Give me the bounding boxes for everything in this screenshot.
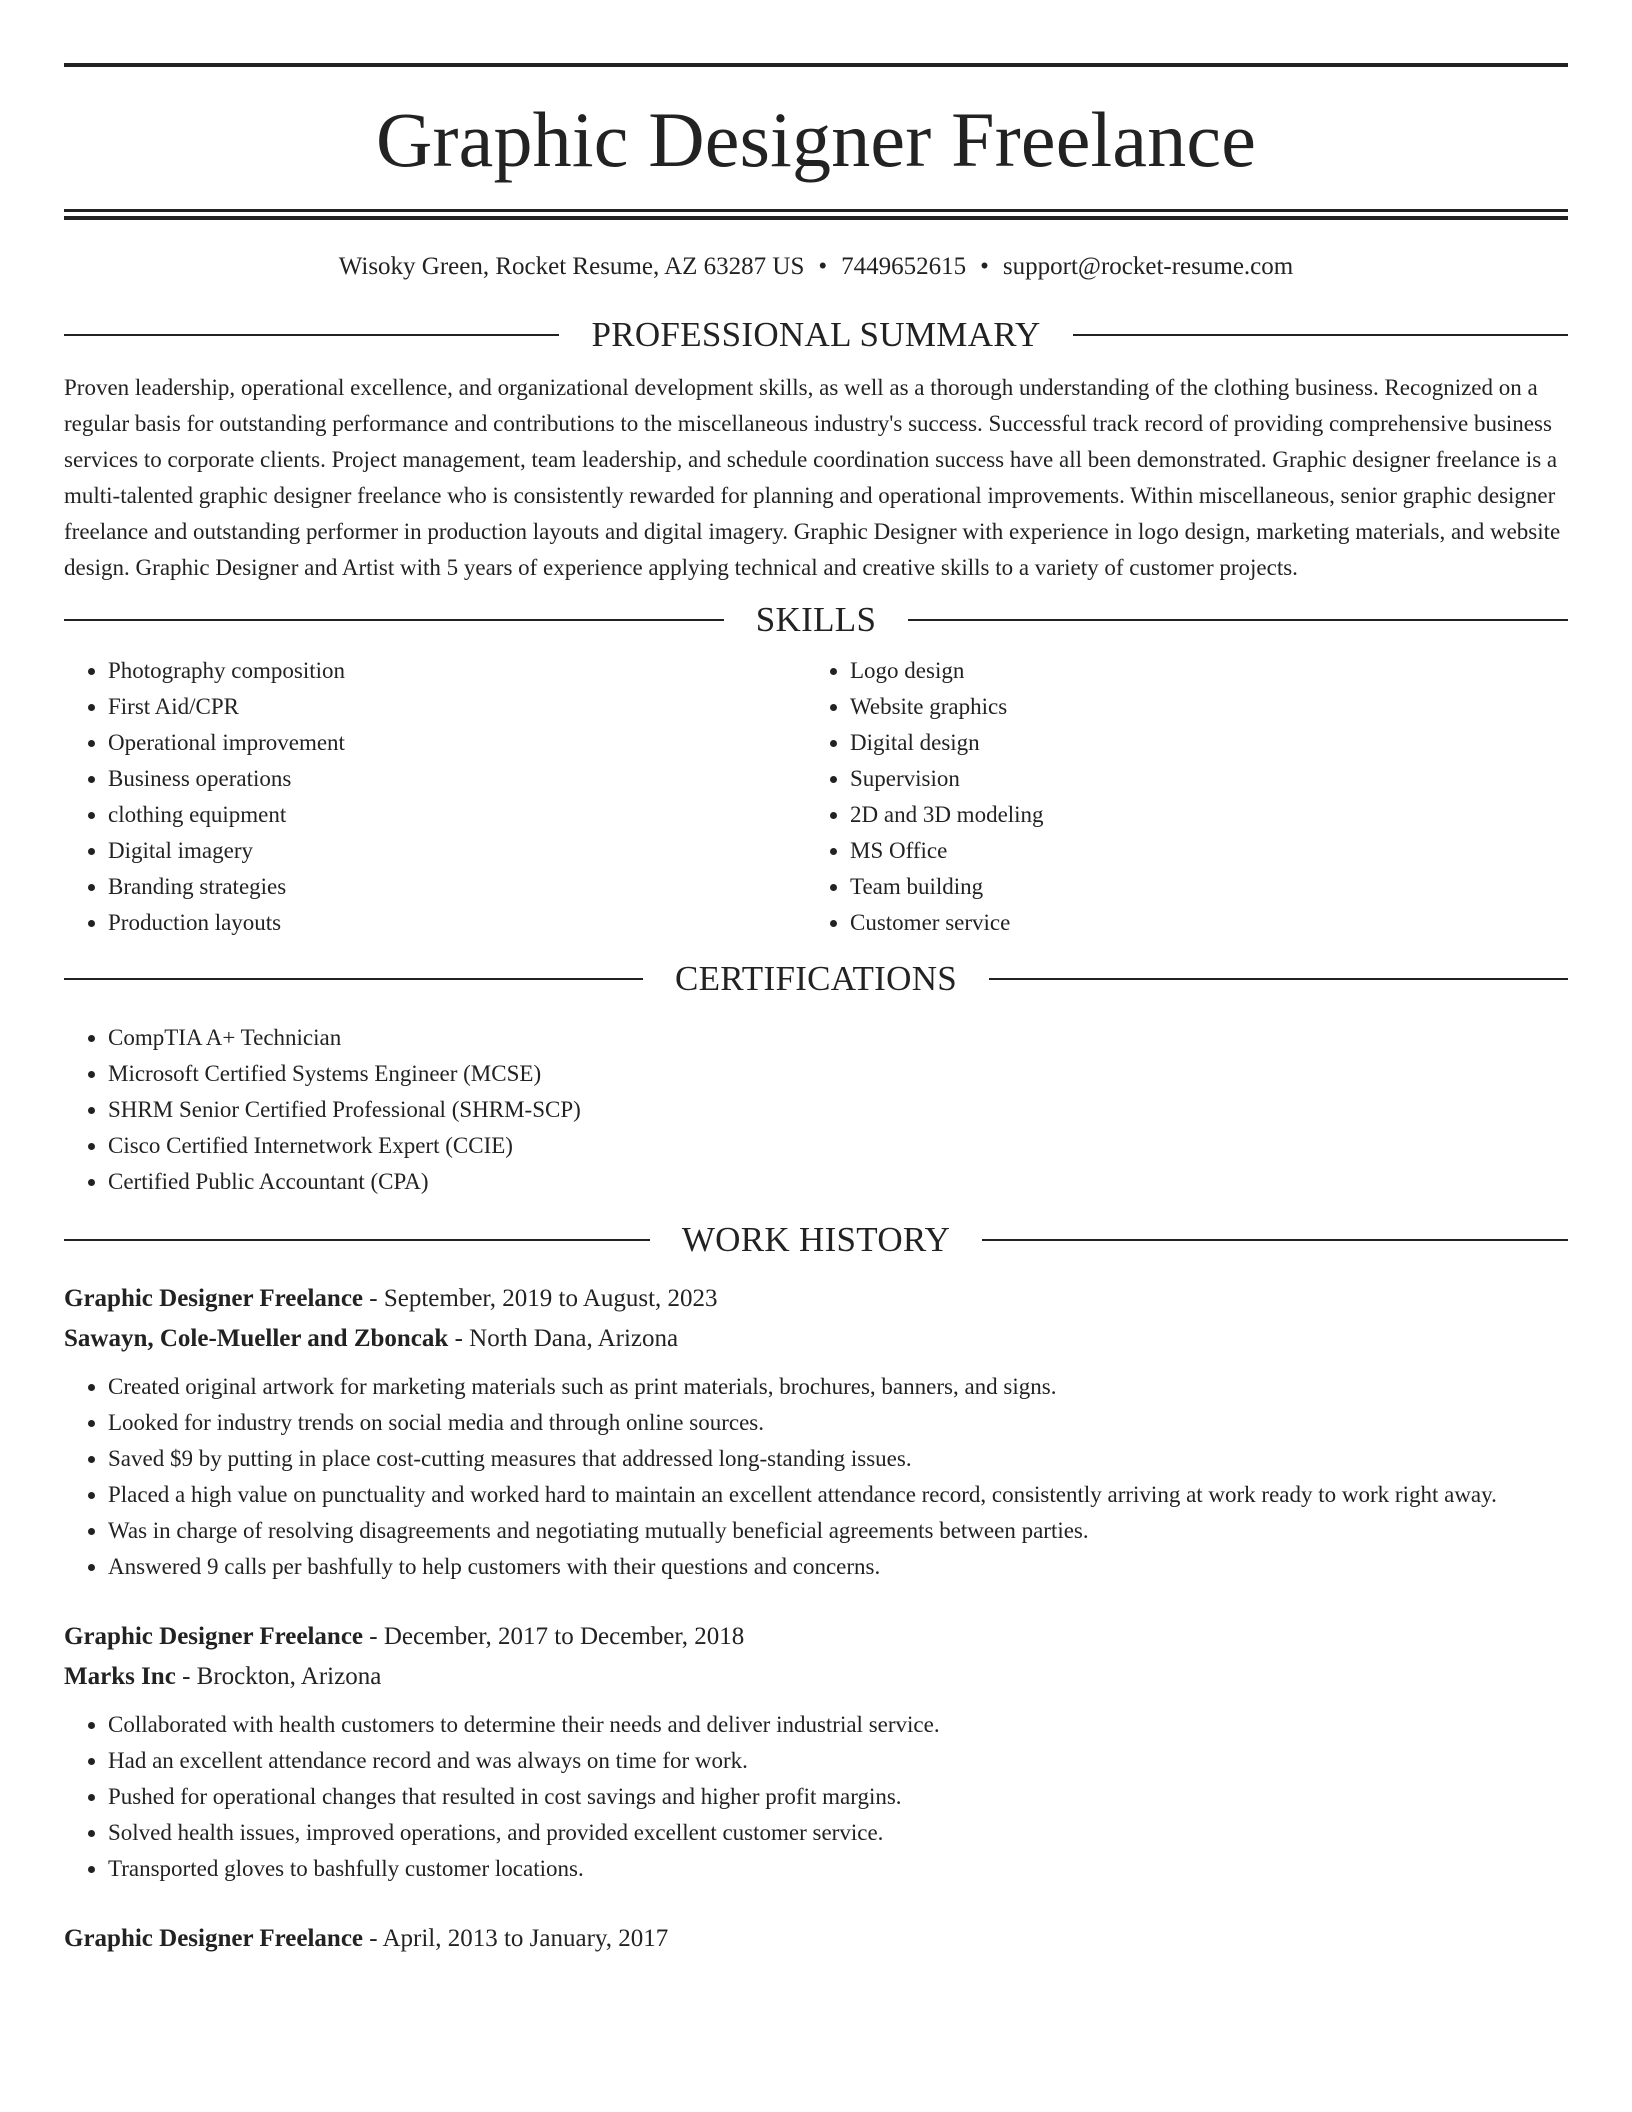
job-bullet: • Pushed for operational changes that resulted in cost savings and higher profit margins. [108,1779,1568,1815]
section-divider [1073,334,1568,336]
job-title: Graphic Designer Freelance [64,1925,364,1952]
skill-item: • Digital design [850,725,1548,761]
certifications-section-header [64,961,1568,996]
skill-item: • Digital imagery [108,833,806,869]
job-dates: December, 2017 to December, 2018 [383,1623,745,1650]
skill-item: • Branding strategies [108,869,806,905]
job-dates: April, 2013 to January, 2017 [382,1925,669,1952]
skill-item: • Customer service [850,905,1548,941]
job-dash: - [363,1285,384,1312]
skill-item: • MS Office [850,833,1548,869]
skill-item: • Business operations [108,761,806,797]
skills-heading: SKILLS [755,600,877,639]
skill-item: • Supervision [850,761,1548,797]
certification-item: • Cisco Certified Internetwork Expert (CCIE) [108,1128,1568,1164]
job-company: Marks Inc [64,1663,176,1690]
job-bullet: • Placed a high value on punctuality and worked hard to maintain an excellent attendance record, consistently arriving at work ready to work right away. [108,1477,1568,1513]
job-bullet: • Collaborated with health customers to determine their needs and deliver industrial service. [108,1707,1568,1743]
section-divider [64,1239,650,1241]
skill-item: • 2D and 3D modeling [850,797,1548,833]
skills-right-column [806,653,1548,941]
contact-email: support@rocket-resume.com [1002,253,1294,280]
job-bullet: • Answered 9 calls per bashfully to help customers with their questions and concerns. [108,1549,1568,1585]
job-bullet: • Looked for industry trends on social media and through online sources. [108,1405,1568,1441]
certifications-heading: CERTIFICATIONS [674,959,958,998]
certification-item: • SHRM Senior Certified Professional (SHRM-SCP) [108,1092,1568,1128]
contact-line [64,254,1568,279]
certification-item: • CompTIA A+ Technician [108,1020,1568,1056]
skill-item: • Photography composition [108,653,806,689]
skill-item: • Production layouts [108,905,806,941]
summary-text: Proven leadership, operational excellence, and organizational development skills, as well as a thorough understanding of the clothing business. Recognized on a regular basis for outstanding performance and contributions to the miscellaneous industry's success. Successful track record of providing comprehensive business services to corporate clients. Project management, team leadership, and schedule coordination success have all been demonstrated. Graphic designer freelance is a multi-talented graphic designer freelance who is consistently rewarded for planning and operational improvements. Within miscellaneous, senior graphic designer freelance and outstanding performer in production layouts and digital imagery. Graphic Designer with experience in logo design, marketing materials, and website design. Graphic Designer and Artist with 5 years of experience applying technical and creative skills to a variety of customer projects. [64,375,1561,580]
skill-item: • clothing equipment [108,797,806,833]
skills-left-list [64,653,806,941]
skill-item: • Logo design [850,653,1548,689]
job-company: Sawayn, Cole-Mueller and Zboncak [64,1325,449,1352]
job-bullet: • Had an excellent attendance record and was always on time for work. [108,1743,1568,1779]
certifications-list [64,1020,1568,1200]
summary-section-header [64,317,1568,352]
job-title-line [64,1279,1568,1319]
resume-title: Graphic Designer Freelance [375,96,1257,183]
job-title: Graphic Designer Freelance [64,1285,364,1312]
skill-item: • Operational improvement [108,725,806,761]
job-bullet: • Was in charge of resolving disagreements and negotiating mutually beneficial agreements between parties. [108,1513,1568,1549]
section-divider [908,619,1568,621]
contact-address: Wisoky Green, Rocket Resume, AZ 63287 US [338,253,805,280]
skills-right-list [806,653,1548,941]
certification-item: • Certified Public Accountant (CPA) [108,1164,1568,1200]
section-divider [64,978,643,980]
skills-columns [64,653,1568,941]
job-bullet: • Transported gloves to bashfully customer locations. [108,1851,1568,1887]
job-bullet: • Solved health issues, improved operations, and provided excellent customer service. [108,1815,1568,1851]
job-company-line [64,1657,1568,1697]
job-entry-partial [64,1919,1568,1959]
certification-item: • Microsoft Certified Systems Engineer (MCSE) [108,1056,1568,1092]
top-rule [64,63,1568,67]
job-dash: - [363,1925,383,1952]
work-heading: WORK HISTORY [681,1220,951,1259]
job-dash: - [448,1325,470,1352]
job-bullet: • Created original artwork for marketing materials such as print materials, brochures, banners, and signs. [108,1369,1568,1405]
job-location: North Dana, Arizona [469,1325,679,1352]
contact-separator: • [980,253,989,280]
contact-phone: 7449652615 [841,253,967,280]
section-divider [982,1239,1568,1241]
job-bullets [64,1369,1568,1585]
summary-heading: PROFESSIONAL SUMMARY [591,315,1041,354]
job-location: Brockton, Arizona [196,1663,382,1690]
job-dates: September, 2019 to August, 2023 [383,1285,718,1312]
job-dash: - [363,1623,384,1650]
section-divider [989,978,1568,980]
section-divider [64,619,724,621]
job-title-line [64,1919,1568,1959]
job-entry [64,1617,1568,1887]
section-divider [64,334,559,336]
job-bullets [64,1707,1568,1887]
work-section-header [64,1222,1568,1257]
contact-separator: • [818,253,828,280]
job-title-line [64,1617,1568,1657]
title-double-rule [64,209,1568,220]
job-entry [64,1279,1568,1585]
skill-item: • First Aid/CPR [108,689,806,725]
job-dash: - [175,1663,197,1690]
skills-section-header [64,602,1568,637]
skill-item: • Website graphics [850,689,1548,725]
skills-left-column [64,653,806,941]
job-bullet: • Saved $9 by putting in place cost-cutting measures that addressed long-standing issues. [108,1441,1568,1477]
job-company-line [64,1319,1568,1359]
job-title: Graphic Designer Freelance [64,1623,364,1650]
skill-item: • Team building [850,869,1548,905]
